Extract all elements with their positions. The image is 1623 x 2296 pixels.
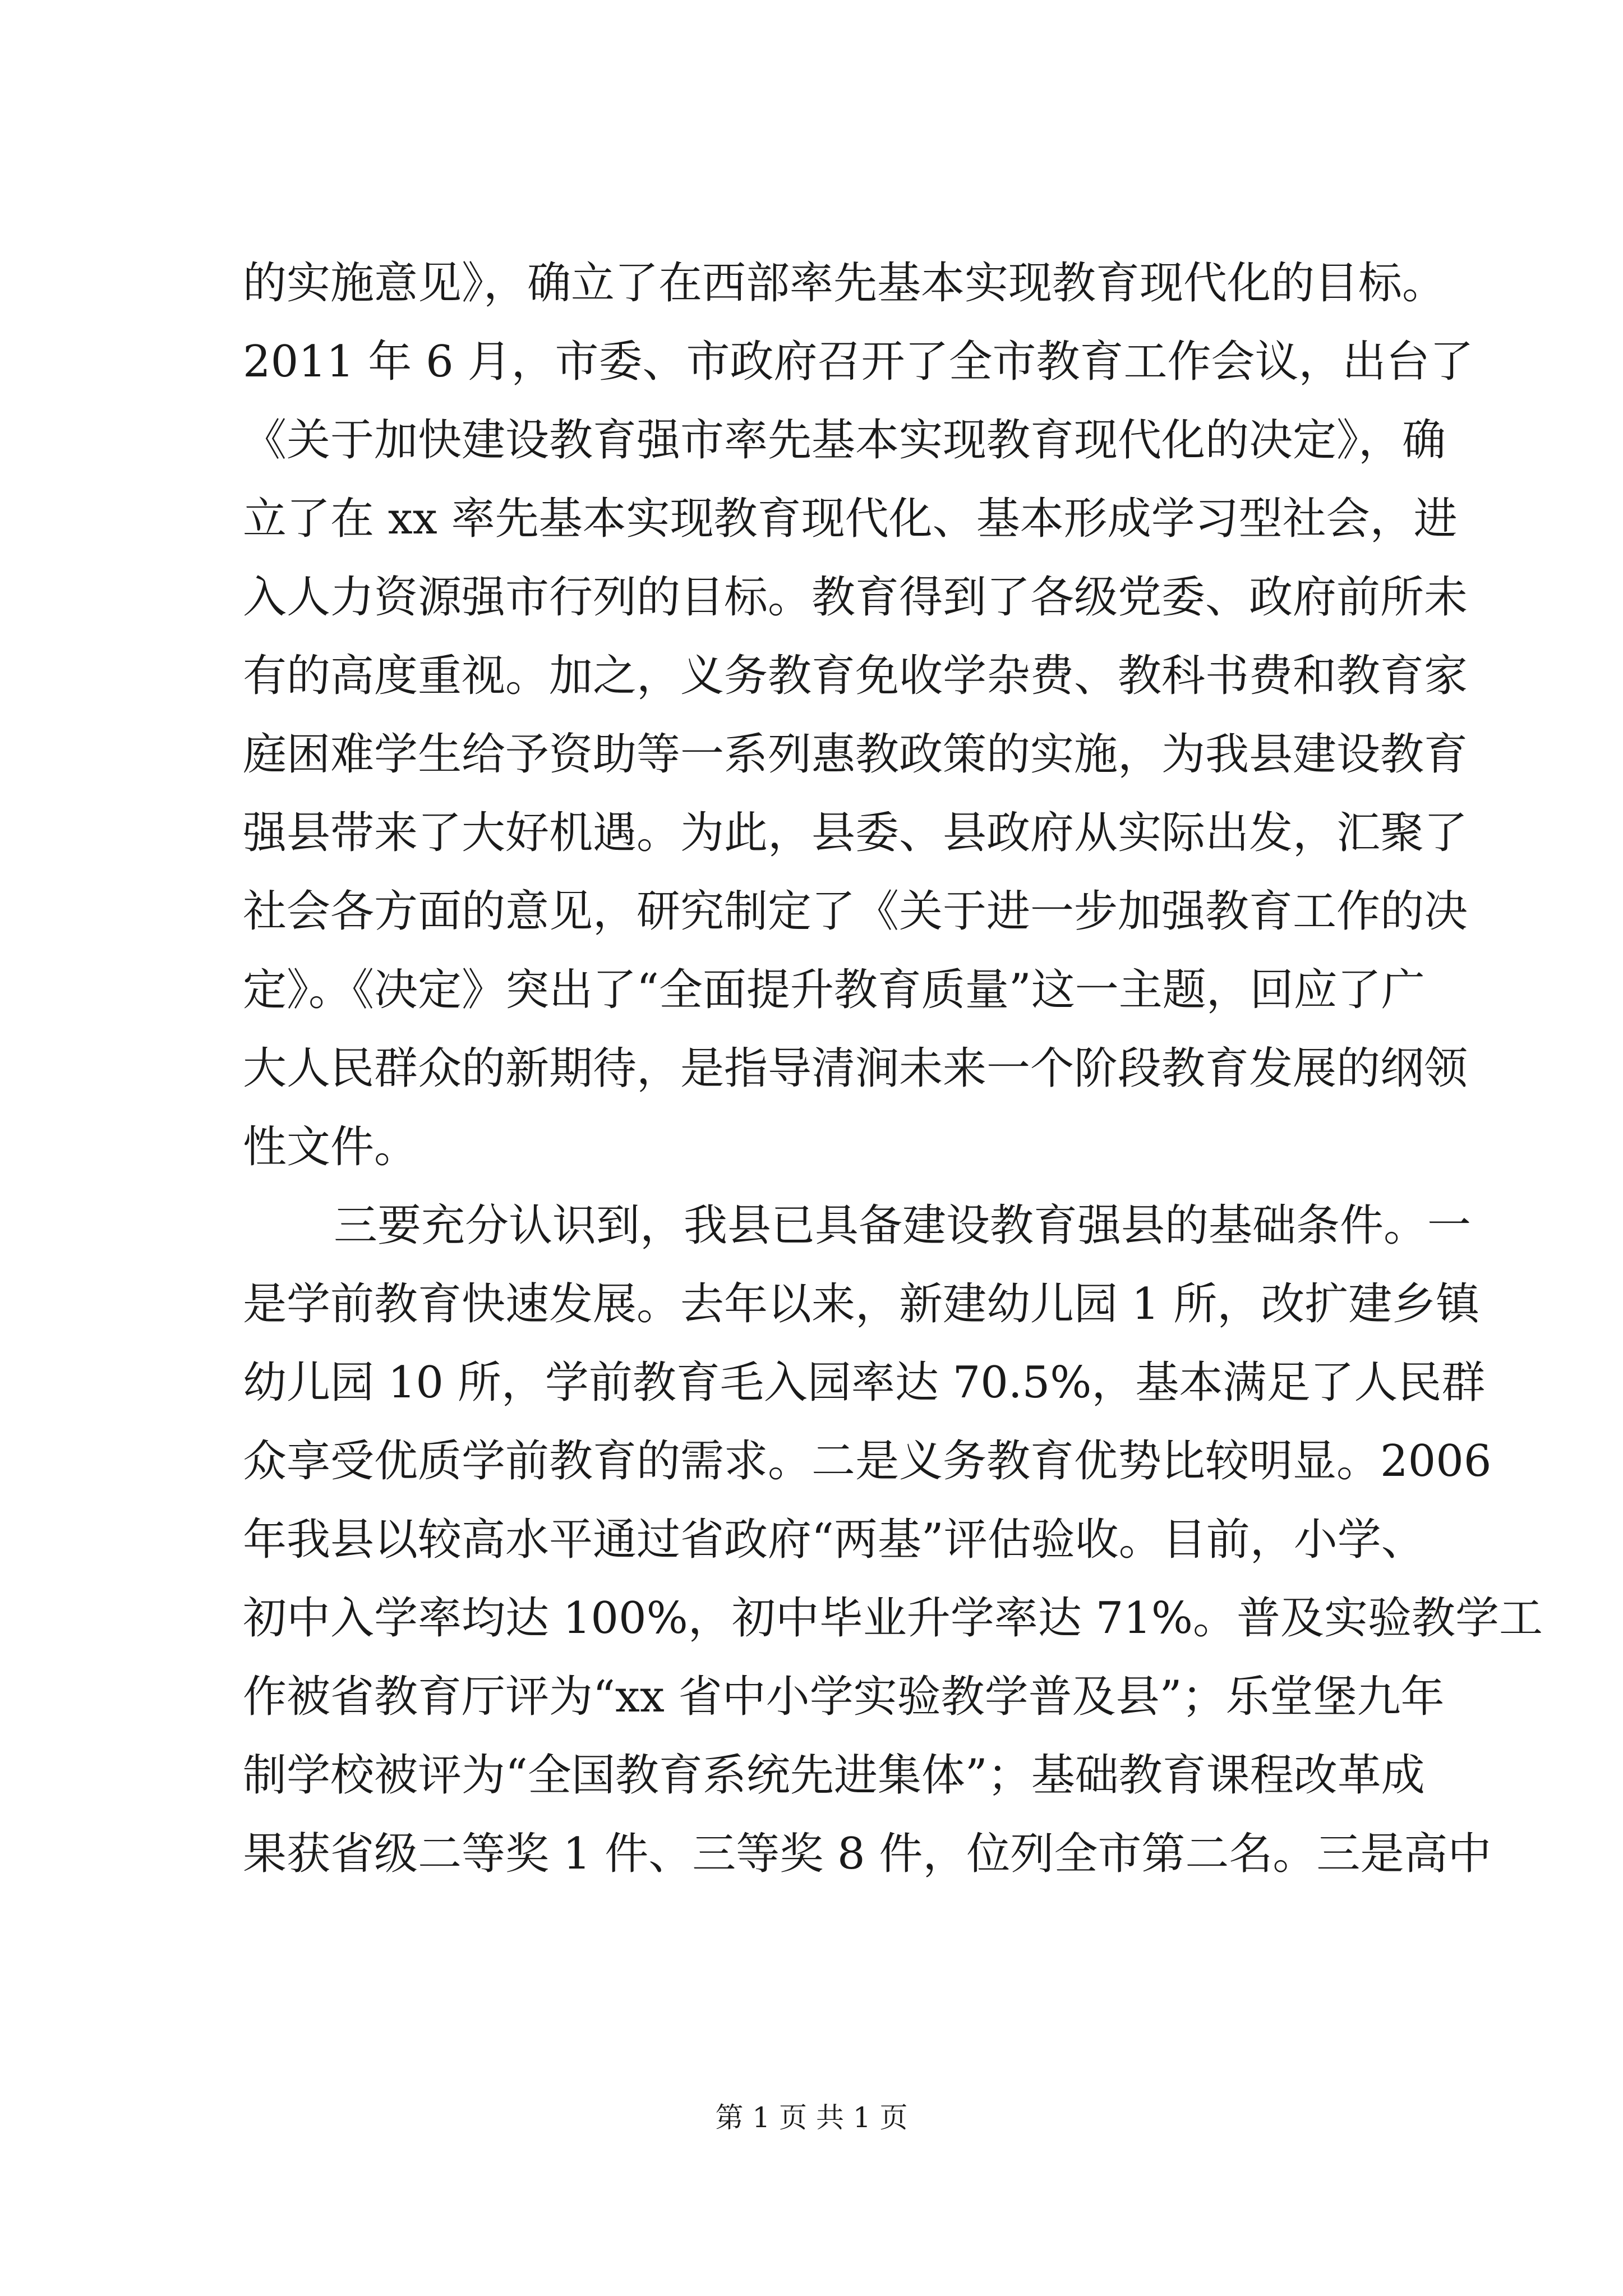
text-line: 2011 年 6 月，市委、市政府召开了全市教育工作会议，出台了 xyxy=(243,337,1474,387)
text-line: 定》。《决定》突出了“全面提升教育质量”这一主题，回应了广 xyxy=(243,965,1425,1015)
text-line: 入人力资源强市行列的目标。教育得到了各级党委、政府前所未 xyxy=(243,572,1468,623)
text-line: 作被省教育厅评为“xx 省中小学实验教学普及县”；乐堂堡九年 xyxy=(243,1672,1445,1722)
text-line: 强县带来了大好机遇。为此，县委、县政府从实际出发，汇聚了 xyxy=(243,808,1468,858)
text-line: 众享受优质学前教育的需求。二是义务教育优势比较明显。2006 xyxy=(243,1436,1492,1487)
text-line: 制学校被评为“全国教育系统先进集体”；基础教育课程改革成 xyxy=(243,1750,1425,1801)
text-line: 年我县以较高水平通过省政府“两基”评估验收。目前，小学、 xyxy=(243,1515,1425,1565)
text-line: 是学前教育快速发展。去年以来，新建幼儿园 1 所，改扩建乡镇 xyxy=(243,1279,1480,1329)
text-line: 性文件。 xyxy=(243,1122,418,1172)
text-line: 立了在 xx 率先基本实现教育现代化、基本形成学习型社会，进 xyxy=(243,494,1458,544)
text-line: 社会各方面的意见，研究制定了《关于进一步加强教育工作的决 xyxy=(243,886,1468,937)
text-line: 有的高度重视。加之，义务教育免收学杂费、教科书费和教育家 xyxy=(243,651,1468,701)
text-line: 庭困难学生给予资助等一系列惠教政策的实施，为我县建设教育 xyxy=(243,729,1468,780)
page-number-label: 第 1 页 共 1 页 xyxy=(715,2101,908,2134)
body-text xyxy=(243,244,1543,1893)
text-line: 果获省级二等奖 1 件、三等奖 8 件，位列全市第二名。三是高中 xyxy=(243,1829,1492,1879)
text-line: 幼儿园 10 所，学前教育毛入园率达 70.5%，基本满足了人民群 xyxy=(243,1358,1486,1408)
paragraph-first-line: 三要充分认识到，我县已具备建设教育强县的基础条件。一 xyxy=(334,1200,1472,1251)
text-line: 初中入学率均达 100%，初中毕业升学率达 71%。普及实验教学工 xyxy=(243,1593,1543,1644)
page-footer xyxy=(0,2098,1623,2137)
text-line: 大人民群众的新期待，是指导清涧未来一个阶段教育发展的纲领 xyxy=(243,1043,1468,1094)
text-line: 的实施意见》，确立了在西部率先基本实现教育现代化的目标。 xyxy=(243,258,1446,309)
text-line: 《关于加快建设教育强市率先基本实现教育现代化的决定》，确 xyxy=(243,415,1446,466)
